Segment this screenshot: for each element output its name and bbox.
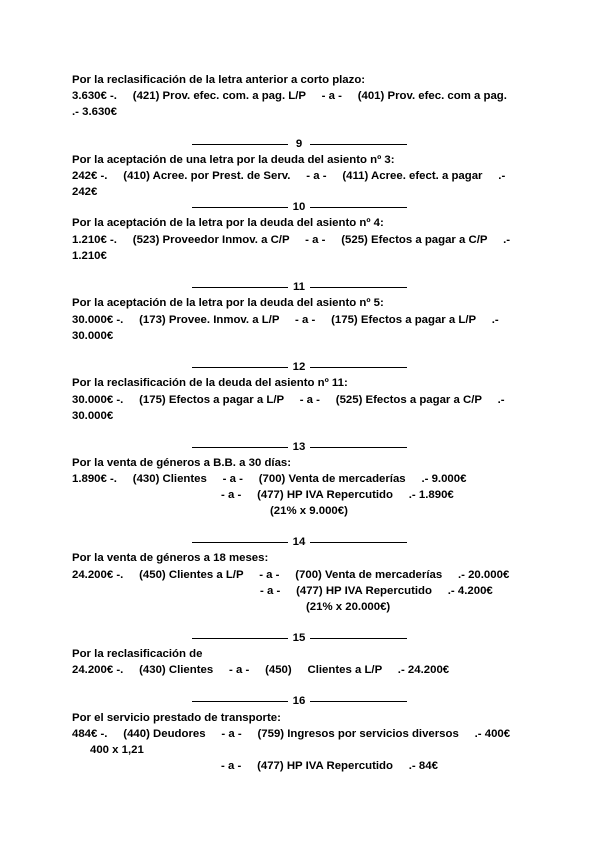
- entry-14-line-1: 24.200€ -. (450) Clientes a L/P - a - (700) Venta de mercaderías .- 20.000€: [72, 569, 510, 581]
- entry-13-separator: [192, 440, 407, 454]
- separator-rule-right: [310, 287, 407, 288]
- entry-9-separator: [192, 137, 407, 151]
- entry-11-number: 11: [292, 281, 306, 293]
- separator-rule-right: [310, 701, 407, 702]
- entry-8-description: Por la reclasificación de la letra anterior a corto plazo:: [72, 74, 366, 86]
- entry-12-separator: [192, 360, 407, 374]
- entry-16-line-1: 484€ -. (440) Deudores - a - (759) Ingresos por servicios diversos .- 400€: [72, 728, 511, 740]
- separator-rule-left: [192, 542, 288, 543]
- separator-rule-right: [310, 144, 407, 145]
- separator-rule-left: [192, 447, 288, 448]
- entry-14-separator: [192, 535, 407, 549]
- entry-10-description: Por la aceptación de la letra por la deuda del asiento nº 4:: [72, 217, 384, 229]
- entry-11-line-1: 30.000€ -. (173) Provee. Inmov. a L/P - a - (175) Efectos a pagar a L/P .-: [72, 314, 499, 326]
- entry-9-line-2: 242€: [72, 186, 98, 198]
- entry-16-line-3: - a - (477) HP IVA Repercutido .- 84€: [221, 760, 438, 772]
- entry-12-number: 12: [292, 361, 306, 373]
- entry-15-description: Por la reclasificación de: [72, 648, 203, 660]
- entry-13-description: Por la venta de géneros a B.B. a 30 días:: [72, 457, 292, 469]
- entry-16-separator: [192, 694, 407, 708]
- entry-11-separator: [192, 280, 407, 294]
- separator-rule-right: [310, 207, 407, 208]
- entry-10-line-1: 1.210€ -. (523) Proveedor Inmov. a C/P - a - (525) Efectos a pagar a C/P .-: [72, 234, 511, 246]
- entry-15-separator: [192, 631, 407, 645]
- entry-16-description: Por el servicio prestado de transporte:: [72, 712, 281, 724]
- entry-13-line-1: 1.890€ -. (430) Clientes - a - (700) Venta de mercaderías .- 9.000€: [72, 473, 467, 485]
- entry-16-number: 16: [292, 695, 306, 707]
- entry-14-line-3: (21% x 20.000€): [306, 601, 391, 613]
- entry-16-line-2: 400 x 1,21: [90, 744, 144, 756]
- separator-rule-right: [310, 367, 407, 368]
- entry-8-line-1: 3.630€ -. (421) Prov. efec. com. a pag. L/P - a - (401) Prov. efec. com a pag.: [72, 90, 507, 102]
- entry-11-description: Por la aceptación de la letra por la deuda del asiento nº 5:: [72, 297, 384, 309]
- separator-rule-right: [310, 447, 407, 448]
- entry-15-line-1: 24.200€ -. (430) Clientes - a - (450) Clientes a L/P .- 24.200€: [72, 664, 450, 676]
- entry-12-line-2: 30.000€: [72, 410, 114, 422]
- entry-14-description: Por la venta de géneros a 18 meses:: [72, 552, 269, 564]
- entry-8-line-2: .- 3.630€: [72, 106, 117, 118]
- entry-13-line-3: (21% x 9.000€): [270, 505, 348, 517]
- separator-rule-right: [310, 638, 407, 639]
- entry-14-number: 14: [292, 536, 306, 548]
- entry-15-number: 15: [292, 632, 306, 644]
- entry-12-line-1: 30.000€ -. (175) Efectos a pagar a L/P - a - (525) Efectos a pagar a C/P .-: [72, 394, 505, 406]
- entry-14-line-2: - a - (477) HP IVA Repercutido .- 4.200€: [260, 585, 493, 597]
- entry-10-line-2: 1.210€: [72, 250, 107, 262]
- entry-11-line-2: 30.000€: [72, 330, 114, 342]
- separator-rule-right: [310, 542, 407, 543]
- entry-10-separator: [192, 200, 407, 214]
- separator-rule-left: [192, 287, 288, 288]
- entry-9-number: 9: [295, 138, 303, 150]
- entry-13-line-2: - a - (477) HP IVA Repercutido .- 1.890€: [221, 489, 454, 501]
- separator-rule-left: [192, 144, 288, 145]
- separator-rule-left: [192, 207, 288, 208]
- entry-12-description: Por la reclasificación de la deuda del asiento nº 11:: [72, 377, 348, 389]
- entry-9-line-1: 242€ -. (410) Acree. por Prest. de Serv. - a - (411) Acree. efect. a pagar .-: [72, 170, 506, 182]
- separator-rule-left: [192, 638, 288, 639]
- entry-9-description: Por la aceptación de una letra por la deuda del asiento nº 3:: [72, 154, 395, 166]
- entry-10-number: 10: [292, 201, 306, 213]
- separator-rule-left: [192, 367, 288, 368]
- entry-13-number: 13: [292, 441, 306, 453]
- separator-rule-left: [192, 701, 288, 702]
